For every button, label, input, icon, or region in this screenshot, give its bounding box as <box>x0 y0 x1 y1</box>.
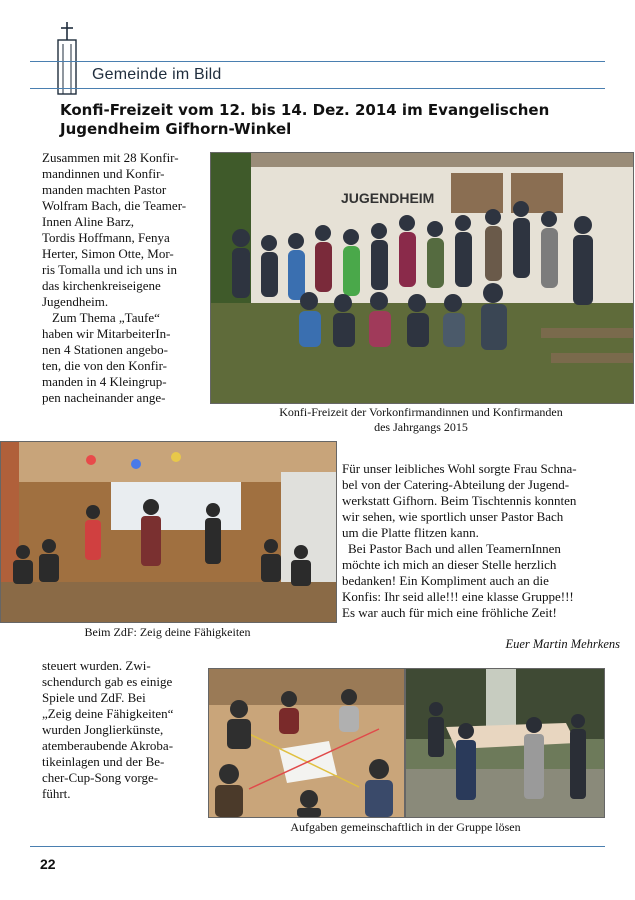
text-line: Es war auch für mich eine fröhliche Zeit! <box>342 605 557 620</box>
text-line: nen 4 Stationen angebo- <box>42 342 168 357</box>
text-line: Jugendheim. <box>42 294 109 309</box>
text-line: um die Platte flitzen kann. <box>342 525 479 540</box>
text-line: cher-Cup-Song vorge- <box>42 770 159 785</box>
text-line: Wolfram Bach, die Teamer- <box>42 198 187 213</box>
group-photo <box>210 152 634 404</box>
article-title-line-1: Konfi-Freizeit vom 12. bis 14. Dez. 2014 im Evangelischen <box>60 101 550 119</box>
church-cross-icon <box>52 20 82 96</box>
text-line: Konfis: Ihr seid alle!!! eine klasse Gruppe!!! <box>342 589 574 604</box>
text-line: wir sehen, wie sportlich unser Pastor Bach <box>342 509 564 524</box>
text-line: tikeinlagen und der Be- <box>42 754 165 769</box>
caption-line-1: Konfi-Freizeit der Vorkonfirmandinnen und Konfirmanden <box>279 405 563 419</box>
text-line: Herter, Simon Otte, Mor- <box>42 246 174 261</box>
text-line: bedanken! Ein Kompliment auch an die <box>342 573 549 588</box>
text-line: Für unser leibliches Wohl sorgte Frau Schna- <box>342 461 577 476</box>
task-photos-caption: Aufgaben gemeinschaftlich in der Gruppe lösen <box>290 820 521 834</box>
article-title <box>60 101 620 139</box>
text-line: führt. <box>42 786 71 801</box>
text-line: werkstatt Gifhorn. Beim Tischtennis konnten <box>342 493 577 508</box>
task-photo-indoor <box>208 668 405 818</box>
text-line: schendurch gab es einige <box>42 674 173 689</box>
header-rule-bottom <box>30 88 605 89</box>
article-text-thanks <box>342 461 627 621</box>
text-line: Bei Pastor Bach und allen TeamernInnen <box>348 541 561 556</box>
text-line: Tordis Hoffmann, Fenya <box>42 230 170 245</box>
text-line: das kirchenkreiseigene <box>42 278 161 293</box>
text-line: möchte ich mich an dieser Stelle herzlich <box>342 557 557 572</box>
text-line: Spiele und ZdF. Bei <box>42 690 146 705</box>
text-line: haben wir MitarbeiterIn- <box>42 326 171 341</box>
text-line: ris Tomalla und ich uns in <box>42 262 177 277</box>
task-photo-outdoor <box>405 668 605 818</box>
text-line: „Zeig deine Fähigkeiten“ <box>42 706 174 721</box>
article-title-line-2: Jugendheim Gifhorn-Winkel <box>60 120 292 138</box>
footer-rule <box>30 846 605 847</box>
article-text-intro <box>42 150 206 406</box>
text-line: mandinnen und Konfir- <box>42 166 165 181</box>
text-line: bel von der Catering-Abteilung der Jugend- <box>342 477 570 492</box>
group-photo-caption <box>210 405 632 435</box>
text-line: manden machten Pastor <box>42 182 167 197</box>
page-number: 22 <box>40 856 56 872</box>
header-rule-top <box>30 61 605 62</box>
text-line: atemberaubende Akroba- <box>42 738 174 753</box>
section-title: Gemeinde im Bild <box>92 66 222 83</box>
text-line: pen nacheinander ange- <box>42 390 166 405</box>
text-line: Zusammen mit 28 Konfir- <box>42 150 179 165</box>
text-line: Innen Aline Barz, <box>42 214 135 229</box>
text-line: ten, die von den Konfir- <box>42 358 168 373</box>
zdf-photo-caption: Beim ZdF: Zeig deine Fähigkeiten <box>84 625 251 639</box>
zdf-photo <box>0 441 337 623</box>
text-line: manden in 4 Kleingrup- <box>42 374 167 389</box>
text-line: wurden Jonglierkünste, <box>42 722 164 737</box>
text-line: Zum Thema „Taufe“ <box>52 310 160 325</box>
article-text-games <box>42 658 207 802</box>
author-signature: Euer Martin Mehrkens <box>505 637 620 651</box>
building-sign: JUGENDHEIM <box>341 190 435 206</box>
text-line: steuert wurden. Zwi- <box>42 658 151 673</box>
caption-line-2: des Jahrgangs 2015 <box>374 420 468 434</box>
